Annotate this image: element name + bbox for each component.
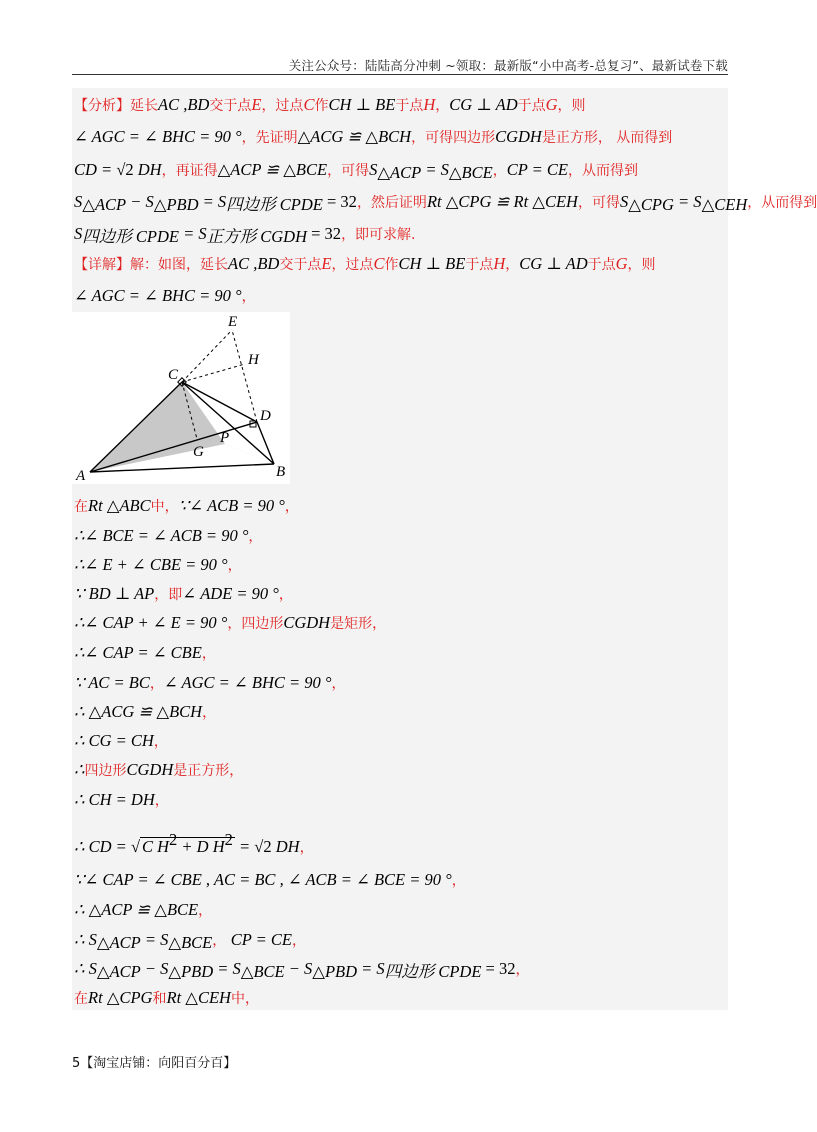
math: ∵ AC = BC — [74, 673, 150, 692]
text: ， — [331, 676, 346, 692]
text: 作 — [314, 98, 329, 114]
math: ∴∠ CAP = ∠ CBE — [74, 643, 202, 662]
analysis-line-1 — [74, 95, 586, 116]
text: ， — [299, 840, 314, 856]
text: ， — [201, 646, 216, 662]
math: CP = CE — [230, 930, 292, 949]
label-c: C — [168, 367, 179, 383]
math-sub: 四边形 CPDE — [384, 962, 482, 981]
math: G — [545, 95, 558, 114]
text: 和 — [152, 991, 167, 1007]
math: ∠ AGC = ∠ BHC = 90 ° — [163, 673, 332, 692]
math: BD — [187, 95, 210, 114]
math: BD — [257, 254, 280, 273]
math: AC — [228, 254, 250, 273]
text: 交于点 — [209, 98, 252, 114]
math: CGDH — [495, 127, 542, 146]
math: △ACG ≌ △BCH — [297, 127, 412, 146]
step-sqrt — [74, 830, 314, 858]
step-13 — [74, 900, 212, 921]
math: , — [249, 254, 258, 273]
text: ， — [212, 933, 231, 949]
math: − S — [284, 959, 313, 978]
math-sub: △CEH — [701, 195, 748, 214]
math-sub: △ACP — [82, 195, 127, 214]
math: CG ⊥ AD — [519, 254, 588, 273]
math: Rt △CPG ≌ Rt △CEH — [426, 192, 578, 211]
text: ， — [278, 587, 293, 603]
math: CH ⊥ BE — [328, 95, 396, 114]
text: ， — [248, 529, 263, 545]
step-6 — [74, 643, 216, 664]
math-sub: 四边形 CPDE — [82, 227, 179, 246]
math: − S — [140, 959, 169, 978]
math: = S — [673, 192, 702, 211]
text: ， — [241, 289, 256, 305]
text: ，可得 — [327, 163, 370, 179]
text: ， — [515, 962, 530, 978]
label-h: H — [248, 352, 259, 368]
page-footer — [72, 1052, 236, 1071]
math: ∴ CD = — [74, 837, 131, 856]
math: DH — [271, 837, 300, 856]
text: 于点 — [465, 257, 494, 273]
math: + D H — [177, 837, 225, 856]
dashed-de — [232, 330, 257, 422]
text: ， — [284, 499, 299, 515]
analysis-line-5 — [74, 224, 416, 247]
text: ，则 — [557, 98, 586, 114]
text: ， — [492, 163, 507, 179]
text: ， — [435, 98, 450, 114]
text: ，然后证明 — [356, 195, 427, 211]
dashed-ce — [182, 330, 232, 382]
step-10 — [74, 760, 243, 781]
step-3 — [74, 555, 242, 576]
math-sub: △ACP — [96, 962, 141, 981]
math: ∴ △ACG ≌ △BCH — [74, 702, 203, 721]
math: CP = CE — [506, 160, 568, 179]
sqrt-radicand — [140, 830, 235, 856]
step-7 — [74, 673, 346, 694]
math: ∴∠ BCE = ∠ ACB = 90 ° — [74, 526, 249, 545]
math: S — [74, 192, 83, 211]
math-sup: 2 — [169, 830, 178, 849]
math: C — [303, 95, 315, 114]
text: 中， — [230, 991, 259, 1007]
step-8 — [74, 702, 216, 723]
text: ，从而得到 — [747, 195, 817, 211]
text: ，过点 — [331, 257, 374, 273]
text: ，可得四边形 — [411, 130, 496, 146]
text: 延长 — [130, 98, 158, 114]
math: √2 — [254, 837, 272, 856]
step-2 — [74, 526, 262, 547]
text: ， — [505, 257, 520, 273]
step-1 — [74, 496, 299, 517]
math: H — [493, 254, 506, 273]
math: = S — [178, 224, 207, 243]
math-sub: △PBD — [312, 962, 358, 981]
math: Rt △ABC — [88, 496, 151, 515]
step-9 — [74, 731, 168, 752]
text: ，过点 — [261, 98, 304, 114]
step-4 — [74, 584, 293, 605]
text: ， — [149, 676, 164, 692]
dashed-ch — [182, 364, 245, 382]
text: 于点 — [587, 257, 616, 273]
text: 在 — [74, 499, 88, 515]
triangle-diagram — [72, 312, 290, 484]
math: ∵∠ CAP = ∠ CBE , AC = BC , ∠ ACB = ∠ BCE = 90 ° — [74, 870, 452, 889]
math: ∵∠ ACB = 90 ° — [178, 496, 285, 515]
label-e: E — [228, 314, 238, 330]
detail-line-1 — [74, 254, 656, 275]
math: ∴ △ACP ≌ △BCE — [74, 900, 199, 919]
text: ，则 — [627, 257, 656, 273]
math: C — [373, 254, 385, 273]
math-sub: △ACP — [377, 163, 422, 182]
math: , — [179, 95, 188, 114]
math: H — [423, 95, 436, 114]
text: 是正方形， 从而得到 — [541, 130, 673, 146]
math: ∴ S — [74, 930, 97, 949]
math-sup: 2 — [224, 830, 233, 849]
text: 解：如图，延长 — [130, 257, 228, 273]
geometry-figure — [72, 312, 290, 484]
text: ， — [198, 903, 213, 919]
math: ∠ AGC = ∠ BHC = 90 ° — [74, 286, 242, 305]
sqrt-sign: √ — [130, 837, 140, 856]
text: 交于点 — [279, 257, 322, 273]
step-11 — [74, 790, 169, 811]
text: ， — [451, 873, 466, 889]
analysis-line-3 — [74, 160, 638, 183]
math: ∵ BD ⊥ AP — [74, 584, 155, 603]
math: CH ⊥ BE — [398, 254, 466, 273]
math: = S — [213, 959, 241, 978]
math: ∴ — [74, 760, 85, 779]
text: ，再证得 — [161, 163, 218, 179]
math: CG ⊥ AD — [449, 95, 518, 114]
text: ，从而得到 — [567, 163, 638, 179]
step-14 — [74, 930, 306, 953]
math: = S — [357, 959, 385, 978]
math: ∴∠ CAP + ∠ E = 90 ° — [74, 613, 228, 632]
math-sub: △BCE — [448, 163, 493, 182]
math: = S — [140, 930, 169, 949]
text: 是正方形， — [173, 763, 244, 779]
math: ∠ AGC = ∠ BHC = 90 ° — [74, 127, 242, 146]
math: S — [74, 224, 83, 243]
shop-text: 【淘宝店铺：向阳百分百】 — [80, 1056, 237, 1071]
math: CGDH — [126, 760, 174, 779]
math-sub: △PBD — [153, 195, 199, 214]
label-p: P — [220, 430, 230, 446]
page-number: 5 — [72, 1056, 81, 1071]
math: ∴∠ E + ∠ CBE = 90 ° — [74, 555, 228, 574]
label-d: D — [260, 408, 271, 424]
detail-line-2 — [74, 286, 256, 307]
math: ∴ CG = CH — [74, 731, 154, 750]
header-divider — [72, 74, 728, 75]
text: 是矩形， — [330, 616, 387, 632]
text: ， — [227, 558, 242, 574]
math-sub: 四边形 CPDE — [226, 195, 323, 214]
label-g: G — [193, 444, 204, 460]
math: ∴ S — [74, 959, 97, 978]
detail-tag: 【详解】 — [74, 257, 130, 273]
text: ， — [153, 734, 168, 750]
math: S — [619, 192, 629, 211]
text: ， — [202, 705, 217, 721]
label-b: B — [276, 464, 286, 480]
text: 四边形 — [84, 763, 127, 779]
math: ∠ ADE = 90 ° — [182, 584, 279, 603]
math: = — [234, 837, 255, 856]
math-sub: △BCE — [168, 933, 213, 952]
math: CGDH — [283, 613, 331, 632]
analysis-line-4 — [74, 192, 817, 215]
math: = S — [421, 160, 449, 179]
math: √2 — [116, 160, 134, 179]
text: ，即 — [154, 587, 183, 603]
math: = 32 — [307, 224, 342, 243]
text: ，即可求解. — [341, 227, 416, 243]
text: ，四边形 — [227, 616, 284, 632]
text: 中， — [150, 499, 179, 515]
math: Rt △CEH — [166, 988, 231, 1007]
label-a: A — [76, 468, 86, 484]
math-sub: △BCE — [240, 962, 285, 981]
step-15 — [74, 959, 529, 982]
page-header: 关注公众号：陆陆高分冲刺 ~领取：最新版“小中高考-总复习”、最新试卷下载 — [288, 58, 728, 73]
step-5 — [74, 613, 386, 634]
text: 在 — [74, 991, 88, 1007]
math: = 32 — [322, 192, 357, 211]
step-16 — [74, 988, 259, 1009]
math: = 32 — [481, 959, 516, 978]
analysis-tag: 【分析】 — [74, 98, 130, 114]
step-12 — [74, 870, 466, 891]
text: ，可得 — [577, 195, 620, 211]
analysis-line-2 — [74, 127, 672, 148]
math: E — [251, 95, 262, 114]
math: DH — [133, 160, 162, 179]
math-sub: △ACP — [96, 933, 141, 952]
math: C H — [142, 837, 170, 856]
text: 于点 — [517, 98, 546, 114]
math: △ACP ≌ △BCE — [217, 160, 328, 179]
math: E — [321, 254, 332, 273]
math-sub: 正方形 CGDH — [206, 227, 307, 246]
math-sub: △PBD — [168, 962, 214, 981]
math: Rt △CPG — [88, 988, 153, 1007]
math: S — [369, 160, 378, 179]
math: = S — [198, 192, 227, 211]
text: ， — [291, 933, 306, 949]
text: 作 — [384, 257, 399, 273]
math: AC — [158, 95, 180, 114]
math: ∴ CH = DH — [74, 790, 155, 809]
math-sub: △CPG — [628, 195, 674, 214]
math: CD = — [74, 160, 117, 179]
math: − S — [126, 192, 154, 211]
text: ，先证明 — [241, 130, 298, 146]
text: ， — [154, 793, 169, 809]
text: 于点 — [395, 98, 424, 114]
math: G — [615, 254, 628, 273]
